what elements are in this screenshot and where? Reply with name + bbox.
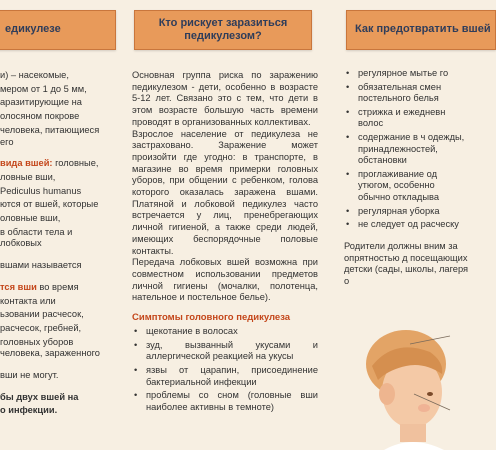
symptom-item: • щекотание в волосах [132,326,318,338]
left-line: человека, питающиеся его [0,124,100,147]
left-banner-title: едикулезе [5,23,61,36]
right-banner-title: Как предотвратить вшей [355,23,491,36]
right-text [344,68,469,288]
left-line: ловные вши, [0,171,56,182]
left-column [0,0,116,450]
prevention-item: • регулярная уборка [344,206,469,218]
middle-banner-title: Кто рискует заразиться педикулезом? [158,16,288,42]
middle-column [124,0,324,450]
left-line: в области тела и лобковых [0,226,73,249]
symptom-item: • проблемы со сном (головные вши наиболее активны в темноте) [132,390,318,413]
parents-paragraph: Родители должны вним за опрятностью д посещающих детски (сады, школы, лагеря о [344,240,469,287]
left-line: и) – насекомые, [0,70,69,80]
adults-paragraph: Взрослое население от педикулеза не застраховано. Заражение может произойти где угодно: в транспорте, в магазине во время примерки головных уборов, при общении с ребенком, голова которого оказалась заражена вшами. Платяной и лобковой педикулез часто встречается у лиц, пренебрегающих личной гигиеной, а также среди людей, имеющих беспорядочные половые контакты. [132,128,318,256]
left-line: оловные вши, [0,213,61,224]
child-face-illustration [354,322,450,450]
left-banner [0,10,116,50]
final-line: бы двух вшей на [0,391,79,402]
final-line: о инфекции. [0,405,58,416]
middle-banner [134,10,312,50]
transmission-line [0,282,112,294]
left-line: олосяном покрове [0,111,80,122]
left-line: контакта или [0,295,56,306]
prevention-item: • обязательная смен постельного белья [344,82,469,105]
left-line: расчесок, гребней, [0,322,82,333]
left-line: Pediculus humanus [0,185,82,196]
left-line: ются от вшей, которые [0,199,99,210]
lice-types-line [0,158,112,170]
lice-line: вшами называется [0,260,82,271]
left-line: ьзовании расчесок, [0,309,84,320]
right-banner [346,10,496,50]
no-jump-line: вши не могут. [0,370,59,381]
left-line: аразитирующие на [0,97,82,108]
prevention-item: • не следует од расческу [344,219,469,231]
prevention-item: • регулярное мытье го [344,68,469,80]
symptom-item: • зуд, вызванный укусами и аллергической реакцией на укусы [132,340,318,363]
symptom-item: • язвы от царапин, присоединение бактериальной инфекции [132,365,318,388]
transmission-highlight: тся вши [0,281,37,292]
prevention-item: • содержание в ч одежды, принадлежностей, обстановки [344,132,469,167]
transmission-paragraph: Передача лобковых вшей возможна при совместном использовании предметов личной гигиены (мочалки, полотенца, нательное и постельное белье). [132,257,318,303]
symptoms-list [132,326,318,413]
prevention-item: • проглаживание од утюгом, особенно обычно откладыва [344,169,469,204]
left-line: головных уборов человека, зараженного [0,336,100,359]
symptoms-title: Симптомы головного педикулеза [132,312,291,324]
prevention-item: • стрижка и ежедневн волос [344,107,469,130]
left-text [0,70,112,419]
lice-types-highlight: вида вшей: [0,158,53,169]
transmission-rest: во время [36,281,79,292]
left-line: мером от 1 до 5 мм, [0,83,87,94]
middle-text [132,70,318,415]
prevention-list [344,68,469,231]
lice-types-rest: головные, [52,158,99,169]
risk-paragraph: Основная группа риска по заражению педикулезом - дети, особенно в возрасте 5-12 лет. Связано это с тем, что дети в этом возрасте большую часть времени проводят в организованных коллективах. [132,70,318,127]
